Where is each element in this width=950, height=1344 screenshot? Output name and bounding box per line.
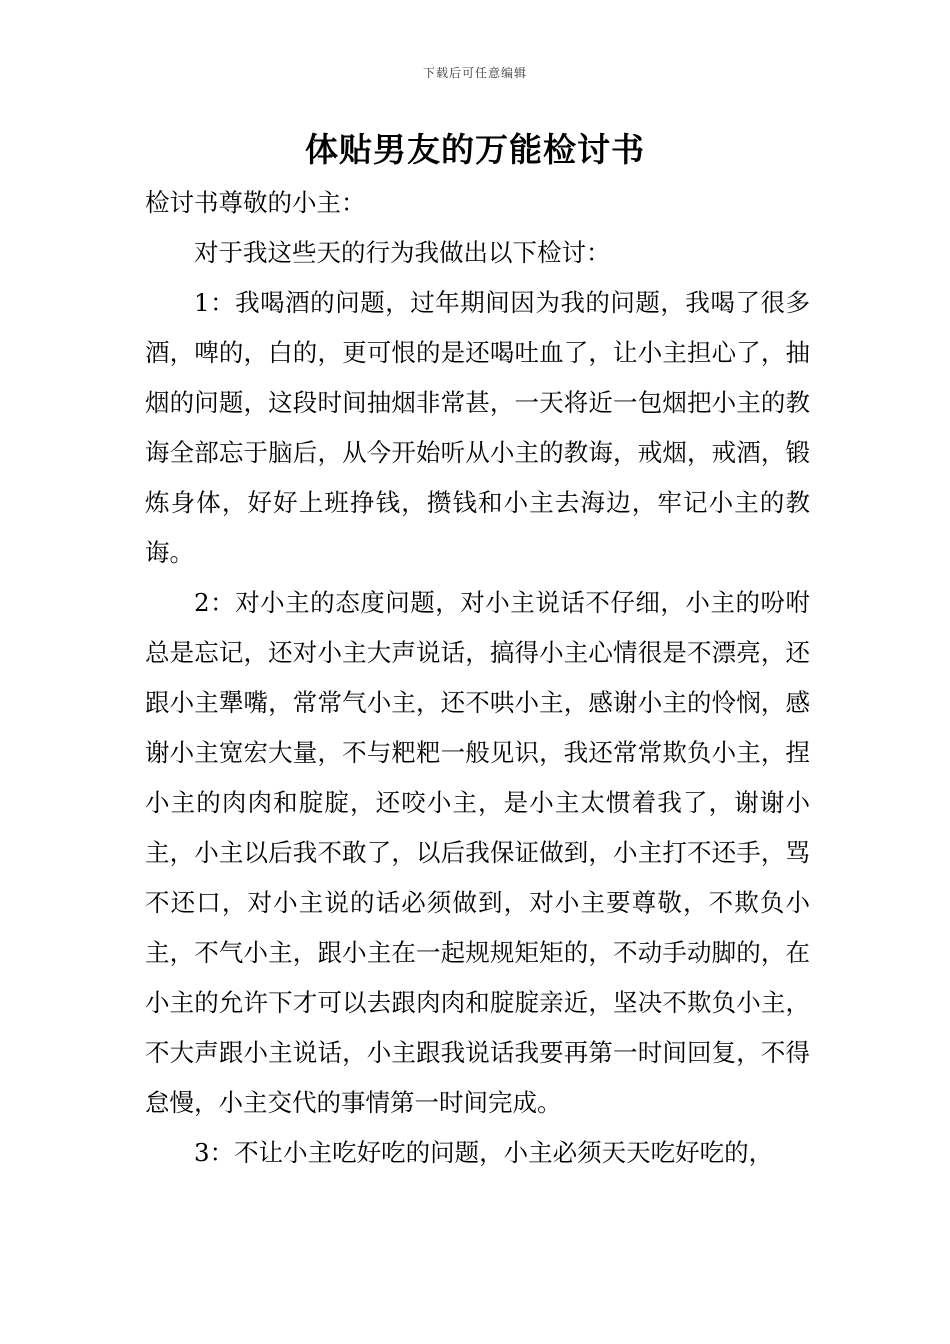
salutation: 检讨书尊敬的小主： [145,188,366,217]
paragraph-1: 1：我喝酒的问题，过年期间因为我的问题，我喝了很多酒，啤的，白的，更可恨的是还喝吐血了，让小主担心了，抽烟的问题，这段时间抽烟非常甚，一天将近一包烟把小主的教诲全部忘于脑后，从今开始听从小主的教诲，戒烟，戒酒，锻炼身体，好好上班挣钱，攒钱和小主去海边，牢记小主的教诲。 [145,288,810,567]
document-body [145,178,810,1178]
paragraph-2: 2：对小主的态度问题，对小主说话不仔细，小主的吩咐总是忘记，还对小主大声说话，搞得小主心情很是不漂亮，还跟小主犟嘴，常常气小主，还不哄小主，感谢小主的怜悯，感谢小主宽宏大量，不与粑粑一般见识，我还常常欺负小主，捏小主的肉肉和腚腚，还咬小主，是小主太惯着我了，谢谢小主，小主以后我不敢了，以后我保证做到，小主打不还手，骂不还口，对小主说的话必须做到，对小主要尊敬，不欺负小主，不气小主，跟小主在一起规规矩矩的，不动手动脚的，在小主的允许下才可以去跟肉肉和腚腚亲近，坚决不欺负小主，不大声跟小主说话，小主跟我说话我要再第一时间回复，不得怠慢，小主交代的事情第一时间完成。 [145,588,810,1117]
header-note: 下载后可任意编辑 [422,66,527,80]
document-title: 体贴男友的万能检讨书 [305,130,645,169]
paragraph-intro: 对于我这些天的行为我做出以下检讨： [194,238,611,267]
paragraph-3: 3：不让小主吃好吃的问题，小主必须天天吃好吃的， [194,1138,774,1167]
